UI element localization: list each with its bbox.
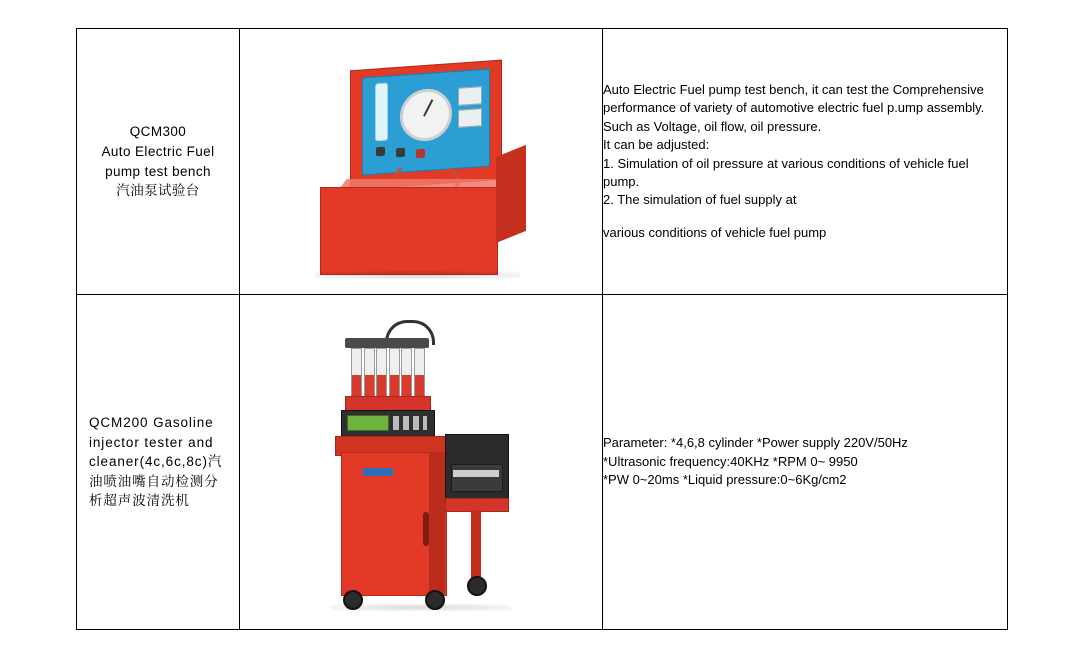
test-tube (351, 348, 362, 400)
bench-knob (416, 148, 425, 158)
product-description-cell (603, 29, 1008, 295)
product-image-cell (240, 29, 603, 295)
product-name-line: 析超声波清洗机 (89, 493, 190, 509)
tester-test-tubes (351, 348, 425, 398)
product-image-cell (240, 295, 603, 630)
test-tube (414, 348, 425, 400)
test-tube (376, 348, 387, 400)
description-paragraph: Parameter: *4,6,8 cylinder *Power supply 220V/50Hz (603, 435, 908, 451)
product-name-line: 汽油泵试验台 (116, 183, 200, 199)
description-paragraph: *PW 0~20ms *Liquid pressure:0~6Kg/cm2 (603, 472, 847, 488)
product-name-line: Auto Electric Fuel (101, 143, 215, 159)
product-image (240, 47, 602, 277)
ultrasonic-cleaner-label (453, 470, 499, 477)
description-paragraph: Auto Electric Fuel pump test bench, it can test the Comprehensive performance of variety of automotive electric fuel p.ump assembly. (603, 81, 985, 116)
bench-tank-front (320, 187, 498, 275)
description-paragraph: 1. Simulation of oil pressure at various conditions of vehicle fuel pump. (603, 155, 969, 189)
tester-shadow (331, 604, 511, 611)
description-paragraph: 2. The simulation of fuel supply at (603, 192, 797, 208)
tester-top-bar (345, 338, 429, 348)
product-name-cell (77, 295, 240, 630)
description-paragraph: *Ultrasonic frequency:40KHz *RPM 0~ 9950 (603, 453, 858, 469)
table-row (77, 29, 1008, 295)
product-name-line: injector tester and (89, 434, 214, 450)
injector-tester-cleaner-illustration (311, 312, 531, 612)
product-description-cell (603, 295, 1008, 630)
product-name-line: cleaner(4c,6c,8c)汽 (89, 454, 223, 470)
bench-switch (458, 108, 482, 128)
product-name-line: QCM200 Gasoline (89, 415, 214, 431)
bench-shadow (314, 271, 520, 279)
test-tube (401, 348, 412, 400)
tester-door-handle (423, 512, 429, 546)
description-paragraph: various conditions of vehicle fuel pump (603, 224, 827, 240)
tester-cabinet-side (429, 452, 445, 594)
product-name-cell (77, 29, 240, 295)
fuel-pump-test-bench-illustration (306, 47, 536, 277)
tester-display-screen (347, 415, 389, 431)
bench-sight-tube (375, 82, 388, 141)
ultrasonic-cleaner-leg (471, 510, 481, 578)
tester-button-row (393, 416, 427, 430)
test-tube (389, 348, 400, 400)
product-name-text (77, 118, 239, 204)
ultrasonic-cleaner-front (451, 464, 503, 492)
bench-knob (396, 147, 405, 157)
description-paragraph: Such as Voltage, oil flow, oil pressure. (603, 118, 822, 134)
product-name-line: pump test bench (105, 163, 211, 179)
product-specification-table (76, 28, 1008, 630)
product-name-text (77, 409, 239, 515)
bench-switch (458, 86, 482, 106)
bench-tank-side (496, 144, 526, 242)
tester-badge (363, 468, 393, 476)
description-paragraph: It can be adjusted: (603, 137, 710, 153)
product-image (240, 312, 602, 612)
product-name-line: 油喷油嘴自动检测分 (89, 473, 219, 489)
bench-knob (376, 146, 385, 156)
table-row (77, 295, 1008, 630)
caster-wheel (467, 576, 487, 596)
product-name-line: QCM300 (129, 124, 187, 140)
test-tube (364, 348, 375, 400)
